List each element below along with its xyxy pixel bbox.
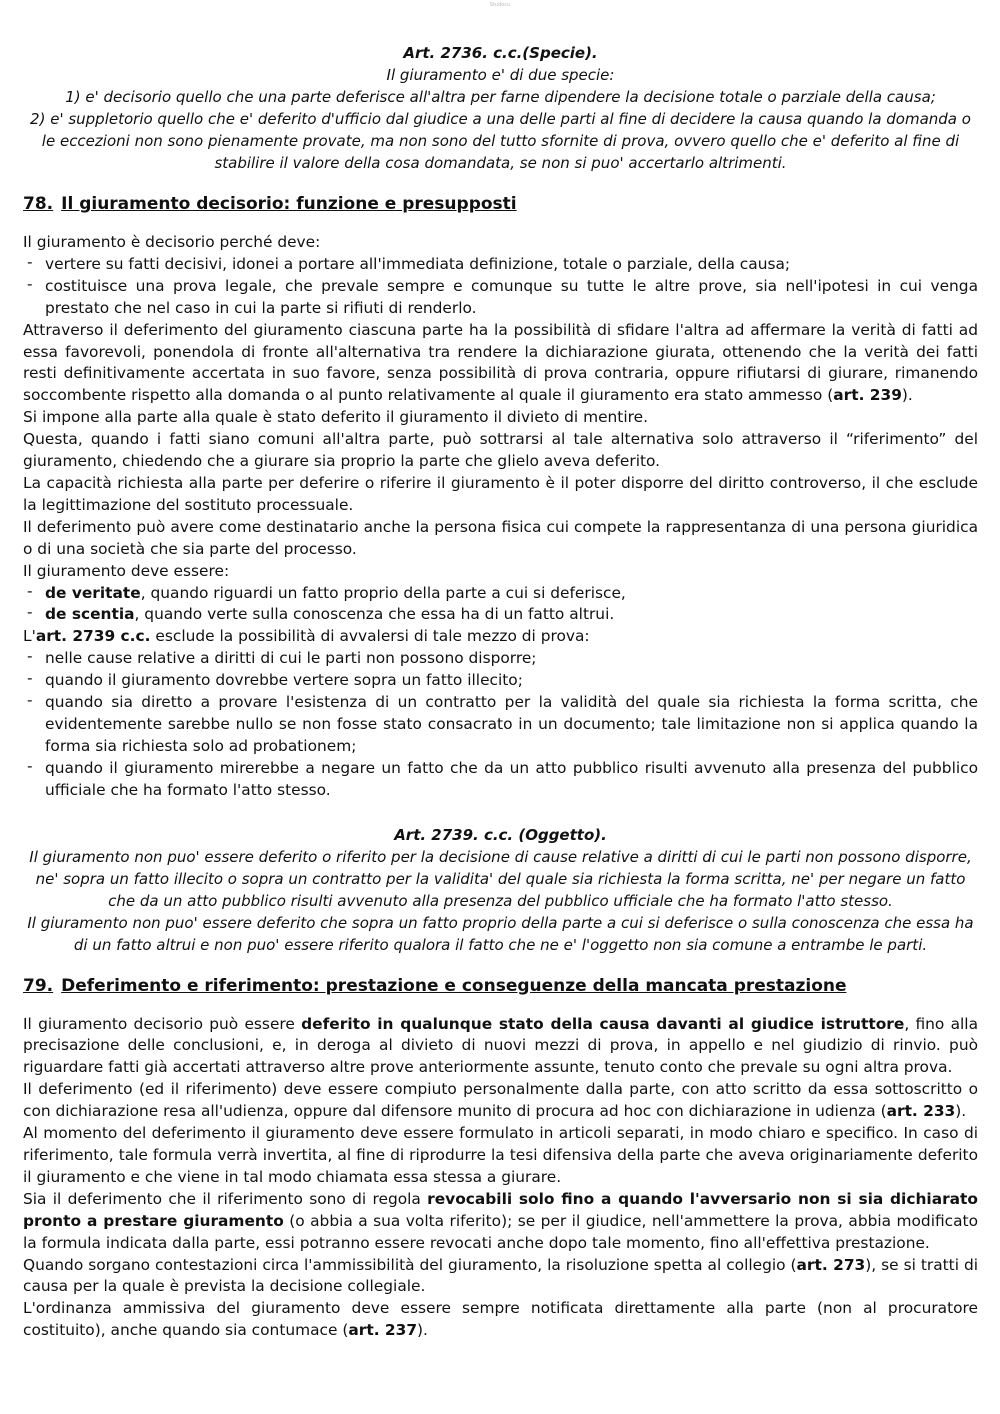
- emphasis: revocabili solo fino a quando l'avversario non si sia dichiarato pronto a prestare giuramento: [23, 1189, 978, 1230]
- article-line: Il giuramento e' di due specie:: [386, 66, 615, 84]
- emphasis: deferito in qualunque stato della causa davanti al giudice istruttore: [301, 1014, 905, 1033]
- paragraph: [23, 1014, 978, 1080]
- bullet-list: [23, 583, 978, 627]
- article-title: Art. 2736. c.c.(Specie).: [403, 44, 598, 62]
- paragraph-text: Attraverso il deferimento del giuramento ciascuna parte ha la possibilità di sfidare l'altra ad affermare la verità di fatti ad essa favorevoli, ponendola di fronte all'alternativa tra rendere la dichiarazione giurata, ottenendo che la verità dei fatti resti definitivamente accertata in suo favore, senza possibilità di prova contraria, oppure rifiutarsi di giurare, rimanendo soccombente rispetto alla domanda o al punto relativamente al quale il giuramento era stato ammesso (: [23, 320, 978, 405]
- list-item: - vertere su fatti decisivi, idonei a portare all'immediata definizione, totale o parziale, della causa;: [23, 254, 978, 276]
- paragraph: Si impone alla parte alla quale è stato deferito il giuramento il divieto di mentire.: [23, 408, 648, 427]
- paragraph: [23, 1189, 978, 1255]
- legal-reference: art. 2739 c.c.: [35, 627, 151, 646]
- paragraph-text: Il giuramento decisorio può essere: [23, 1014, 302, 1033]
- bullet-list: [23, 648, 978, 801]
- bullet-list: [23, 254, 978, 320]
- legal-reference: art. 237: [348, 1321, 418, 1340]
- list-item: - quando il giuramento mirerebbe a negare un fatto che da un atto pubblico risulti avvenuto alla presenza del pubblico ufficiale che ha formato l'atto stesso.: [23, 758, 978, 802]
- list-item-text: , quando verte sulla conoscenza che essa ha di un fatto altrui.: [134, 605, 615, 624]
- article-line: Il giuramento non puo' essere deferito che sopra un fatto proprio della parte a cui si deferisce o sulla conoscenza che essa ha di un fatto altrui e non puo' essere riferito qualora il fatto che ne e' l'oggetto non sia comune a entrambe le parti.: [27, 913, 974, 954]
- paragraph-text: , fino alla precisazione delle conclusioni, e, in deroga al divieto di nuovi mezzi di prova, in appello e nel giudizio di rinvio. può riguardare fatti già accertati attraverso altre prove anteriormente assunte, tenuto conto che prevale su ogni altra prova.: [23, 1014, 978, 1077]
- paragraph: Il giuramento è decisorio perché deve:: [23, 233, 321, 251]
- paragraph: Questa, quando i fatti siano comuni all'altra parte, può sottrarsi al tale alternativa solo attraverso il “riferimento” del giuramento, chiedendo che a giurare sia proprio la parte che glielo aveva deferito.: [23, 430, 978, 471]
- paragraph-text: ).: [901, 386, 913, 405]
- legal-reference: art. 273: [796, 1255, 866, 1274]
- paragraph-text: esclude la possibilità di avvalersi di tale mezzo di prova:: [150, 627, 590, 646]
- paragraph-text: (o abbia a sua volta riferito); se per il giudice, nell'ammettere la prova, abbia modificato la formula indicata dalla parte, essi potranno essere revocati anche dopo tale momento, fino all'effettiva prestazione.: [23, 1211, 979, 1252]
- section-heading-78: [23, 192, 978, 216]
- list-item-term: de scentia: [45, 605, 135, 624]
- article-line: 1) e' decisorio quello che una parte deferisce all'altra per farne dipendere la decisione totale o parziale della causa;: [65, 88, 936, 106]
- paragraph-text: Il deferimento (ed il riferimento) deve essere compiuto personalmente dalla parte, con atto scritto da essa sottoscritto o con dichiarazione resa all'udienza, oppure dal difensore munito di procura ad hoc con dichiarazione in udienza (: [23, 1080, 978, 1121]
- paragraph: Il giuramento deve essere:: [23, 561, 230, 580]
- paragraph-text: ).: [417, 1321, 428, 1340]
- section-number: 79.: [23, 975, 54, 996]
- paragraph-text: ), se si tratti di causa per la quale è prevista la decisione collegiale.: [23, 1255, 978, 1296]
- list-item-term: de veritate: [45, 583, 141, 602]
- paragraph-text: L'ordinanza ammissiva del giuramento deve essere sempre notificata direttamente alla parte (non al procuratore costituito), anche quando sia contumace (: [23, 1299, 978, 1340]
- list-item: [23, 583, 978, 605]
- document-content: [23, 42, 978, 1342]
- section-heading-79: [23, 974, 978, 998]
- legal-reference: art. 233: [886, 1102, 956, 1121]
- watermark: Studocu: [489, 2, 511, 8]
- list-item: - quando il giuramento dovrebbe vertere sopra un fatto illecito;: [23, 670, 978, 692]
- section-title: Il giuramento decisorio: funzione e presupposti: [61, 194, 517, 214]
- paragraph-text: ).: [955, 1102, 967, 1121]
- paragraph-text: Sia il deferimento che il riferimento sono di regola: [23, 1189, 428, 1208]
- paragraph: [23, 1255, 978, 1299]
- list-item: - costituisce una prova legale, che prevale sempre e comunque su tutte le altre prove, sia nell'ipotesi in cui venga prestato che nel caso in cui la parte si rifiuti di renderlo.: [23, 276, 978, 320]
- paragraph-text: L': [23, 627, 36, 646]
- article-title: Art. 2739. c.c. (Oggetto).: [394, 825, 607, 844]
- paragraph: [23, 1079, 978, 1123]
- paragraph-text: Quando sorgano contestazioni circa l'ammissibilità del giuramento, la risoluzione spetta al collegio (: [23, 1255, 797, 1274]
- list-item: [23, 604, 978, 626]
- article-2739: [23, 824, 978, 956]
- paragraph: [23, 1298, 978, 1342]
- list-item: - quando sia diretto a provare l'esistenza di un contratto per la validità del quale sia richiesta la forma scritta, che evidentemente sarebbe nullo se non fosse stato consacrato in un documento; tale limitazione non si applica quando la forma sia richiesta solo ad probationem;: [23, 692, 978, 758]
- list-item: - nelle cause relative a diritti di cui le parti non possono disporre;: [23, 648, 978, 670]
- paragraph: Il deferimento può avere come destinatario anche la persona fisica cui compete la rappresentanza di una persona giuridica o di una società che sia parte del processo.: [23, 517, 978, 558]
- article-2736: [23, 42, 978, 174]
- paragraph: Al momento del deferimento il giuramento deve essere formulato in articoli separati, in modo chiaro e specifico. In caso di riferimento, tale formula verrà invertita, al fine di riprodurre la tesi difensiva della parte che aveva originariamente deferito il giuramento e che viene in tal modo chiamata essa stessa a giurare.: [23, 1124, 978, 1186]
- paragraph: [23, 320, 978, 408]
- paragraph: La capacità richiesta alla parte per deferire o riferire il giuramento è il poter disporre del diritto controverso, il che esclude la legittimazione del sostituto processuale.: [23, 473, 978, 514]
- section-title: Deferimento e riferimento: prestazione e conseguenze della mancata prestazione: [61, 975, 847, 996]
- paragraph: [23, 626, 978, 648]
- article-line: 2) e' suppletorio quello che e' deferito d'ufficio dal giudice a una delle parti al fine di decidere la causa quando la domanda o le eccezioni non sono pienamente provate, ma non sono del tutto sfornite di prova, ovvero quello che e' deferito al fine di stabilire il valore della cosa domandata, se non si puo' accertarlo altrimenti.: [30, 110, 971, 172]
- article-line: Il giuramento non puo' essere deferito o riferito per la decisione di cause relative a diritti di cui le parti non possono disporre, ne' sopra un fatto illecito o sopra un contratto per la validita' del quale sia richiesta la forma scritta, ne' per negare un fatto che da un atto pubblico risulti avvenuto alla presenza del pubblico ufficiale che ha formato l'atto stesso.: [29, 847, 972, 910]
- list-item-text: , quando riguardi un fatto proprio della parte a cui si deferisce,: [140, 583, 626, 602]
- section-number: 78.: [23, 194, 54, 214]
- legal-reference: art. 239: [833, 386, 902, 405]
